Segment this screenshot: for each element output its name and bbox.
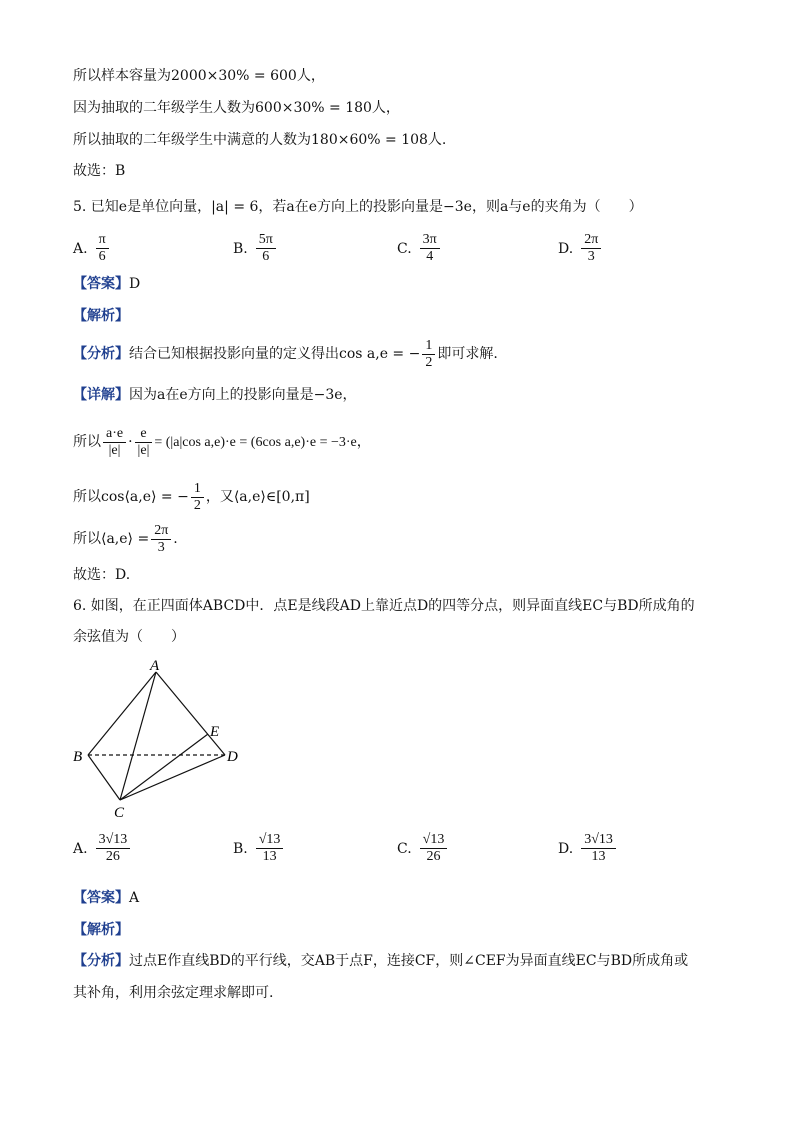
q6-option-b <box>233 832 285 865</box>
solution-line-2: 因为抽取的二年级学生人数为600×30% = 180人， <box>73 100 400 116</box>
q5-step-1: 所以 $\frac{a\cdot e}{|e|}$ · $\frac{e}{|e|}$ = (|a|cos a,e)·e = (6cos a,e)·e = −3·e， <box>73 425 371 458</box>
q5-option-a-label: A. <box>73 240 88 257</box>
q6-option-a-den: 26 <box>105 849 120 864</box>
q6-analysis-heading <box>73 920 129 940</box>
q5-step3-num: 2π <box>151 523 171 540</box>
q6-option-c <box>397 832 449 865</box>
q5-fenxi <box>73 337 498 371</box>
q5-step3-den: 3 <box>157 539 165 555</box>
q6-option-c-label: C. <box>397 840 412 857</box>
q5-fenxi-tail: 即可求解. <box>437 346 498 362</box>
vertex-label-b: B <box>73 749 83 765</box>
fenxi-tag: 【分析】 <box>73 346 129 362</box>
q5-option-d-den: 3 <box>587 249 595 264</box>
q5-answer-value: D <box>129 276 141 292</box>
q6-text-line-1: 6. 如图，在正四面体ABCD中．点E是线段AD上靠近点D的四等分点，则异面直线EC与BD所成角的 <box>73 598 695 614</box>
q6-option-c-den: 26 <box>426 849 441 864</box>
q5-option-a-den: 6 <box>98 249 106 264</box>
q5-option-a <box>73 232 111 265</box>
q6-fenxi-line-1 <box>73 951 688 971</box>
q5-step2-lead: 所以cos⟨a,e⟩ = − <box>73 489 189 505</box>
q5-step3-lead: 所以⟨a,e⟩ = <box>73 531 150 547</box>
q5-option-b-num: 5π <box>256 232 276 249</box>
q6-option-b-num: √13 <box>256 832 284 849</box>
q5-option-b <box>233 232 278 265</box>
q6-text-line-2: 余弦值为（ ） <box>73 629 185 645</box>
q6-answer-tag: 【答案】 <box>73 890 129 906</box>
q6-fenxi-tag: 【分析】 <box>73 953 129 969</box>
edge-ab <box>88 672 156 755</box>
q5-option-c-den: 4 <box>426 249 434 264</box>
tetrahedron-figure <box>68 654 248 824</box>
q6-option-a <box>73 832 132 865</box>
q5-option-c-num: 3π <box>420 232 440 249</box>
q5-answer <box>73 274 140 294</box>
point-label-e: E <box>210 724 220 740</box>
q6-analysis-tag: 【解析】 <box>73 922 129 938</box>
solution-line-3: 所以抽取的二年级学生中满意的人数为180×60% = 108人. <box>73 132 447 148</box>
answer-tag: 【答案】 <box>73 276 129 292</box>
q5-fenxi-num: 1 <box>422 338 435 355</box>
q5-step1-num2: e <box>135 426 153 443</box>
q5-xiangjie-text: 因为a在e方向上的投影向量是−3e， <box>129 387 357 403</box>
q5-option-d-num: 2π <box>581 232 601 249</box>
q6-fenxi-text-1: 过点E作直线BD的平行线，交AB于点F，连接CF，则∠CEF为异面直线EC与BD所成角或 <box>129 953 689 969</box>
q5-option-c <box>397 232 442 265</box>
q5-step2-num: 1 <box>191 481 204 498</box>
xiangjie-tag: 【详解】 <box>73 387 129 403</box>
q5-step1-num: a·e <box>103 426 126 443</box>
q5-step2-den: 2 <box>193 497 201 513</box>
edge-ac <box>120 672 156 800</box>
q5-option-b-label: B. <box>233 240 248 257</box>
q5-analysis-heading <box>73 306 129 326</box>
edge-cd <box>120 755 225 800</box>
q6-option-a-num: 3√13 <box>96 832 131 849</box>
edge-bc <box>88 755 120 800</box>
q5-option-d-label: D. <box>558 240 574 257</box>
vertex-label-a: A <box>150 658 160 674</box>
q5-step2-rest: ，又⟨a,e⟩∈[0,π] <box>205 489 310 505</box>
q5-fenxi-text: 结合已知根据投影向量的定义得出cos a,e = − <box>129 346 421 362</box>
q6-option-d-den: 13 <box>591 849 606 864</box>
edge-ad <box>156 672 225 755</box>
q6-answer-value: A <box>129 890 140 906</box>
q5-step1-den2: |e| <box>137 442 150 458</box>
q5-xiangjie <box>73 385 357 405</box>
solution-line-1: 所以样本容量为2000×30% = 600人， <box>73 68 325 84</box>
q5-text: 5. 已知e是单位向量，|a| = 6，若a在e方向上的投影向量是−3e，则a与e的夹角为（ ） <box>73 199 643 215</box>
q6-option-b-den: 13 <box>262 849 277 864</box>
analysis-tag: 【解析】 <box>73 308 129 324</box>
segment-ec <box>120 734 208 800</box>
q6-fenxi-line-2: 其补角，利用余弦定理求解即可. <box>73 985 274 1001</box>
q6-option-a-label: A. <box>73 840 88 857</box>
q5-step1-den: |e| <box>108 442 121 458</box>
q5-step3-tail: . <box>173 531 178 547</box>
q6-option-d-label: D. <box>558 840 574 857</box>
q5-fenxi-den: 2 <box>425 354 433 370</box>
q6-option-d <box>558 832 618 865</box>
vertex-label-d: D <box>227 749 238 765</box>
q5-step-2 <box>73 479 310 515</box>
q6-option-b-label: B. <box>233 840 248 857</box>
q5-step1-rest: = (|a|cos a,e)·e = (6cos a,e)·e = −3·e， <box>154 435 371 450</box>
q6-option-c-num: √13 <box>420 832 448 849</box>
q5-step-3 <box>73 521 178 557</box>
q5-option-c-label: C. <box>397 240 412 257</box>
vertex-label-c: C <box>114 805 125 821</box>
q5-option-b-den: 6 <box>262 249 270 264</box>
q6-option-d-num: 3√13 <box>581 832 616 849</box>
q5-step1-lead: 所以 <box>73 434 101 450</box>
q5-option-a-num: π <box>96 232 109 249</box>
q6-answer <box>73 888 139 908</box>
q5-option-d <box>558 232 603 265</box>
q5-choose: 故选：D. <box>73 567 131 583</box>
choose-b-line: 故选：B <box>73 163 126 179</box>
